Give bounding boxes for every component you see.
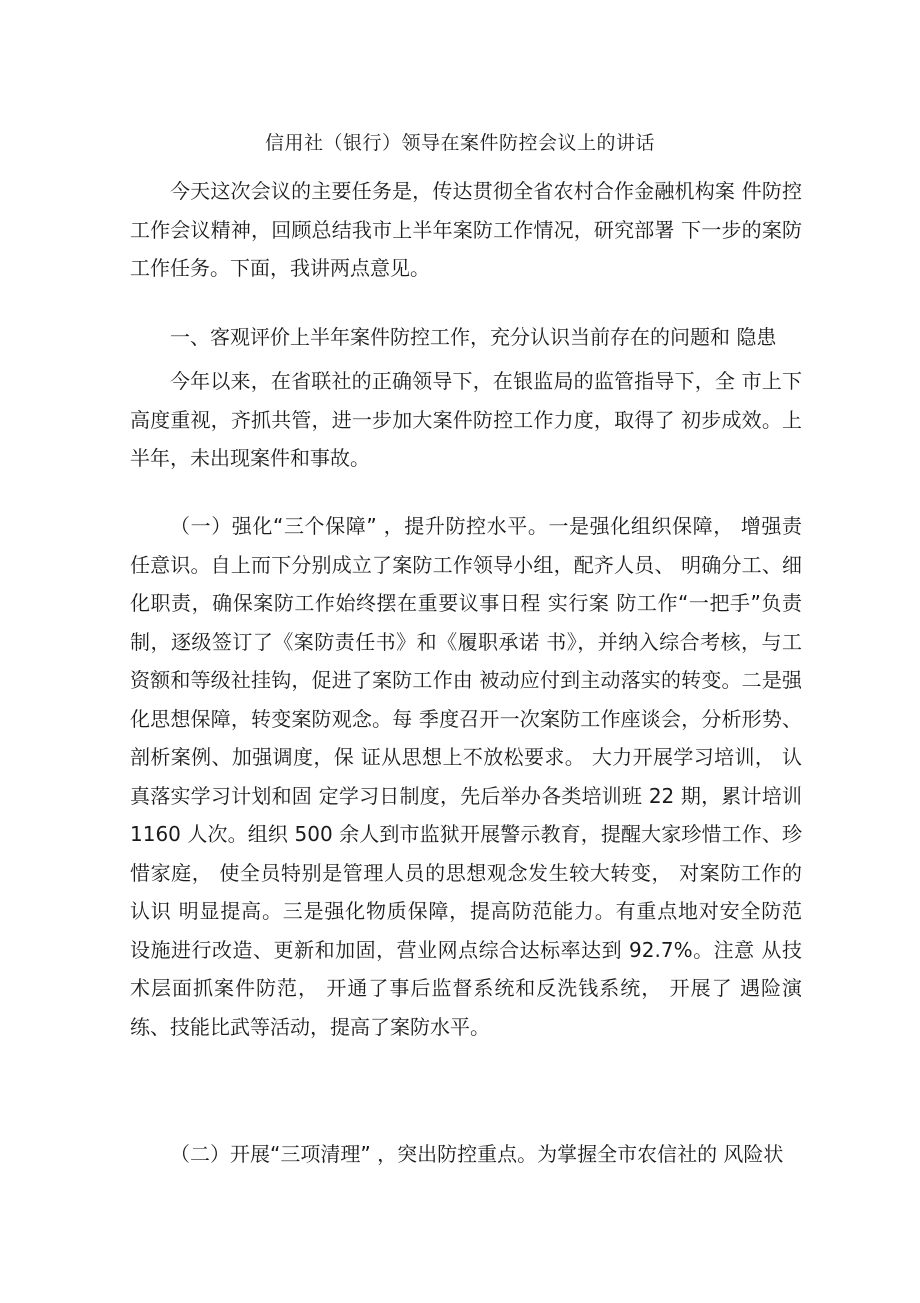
section-heading-one: 一、客观评价上半年案件防控工作，充分认识当前存在的问题和 隐患 xyxy=(170,325,777,349)
paragraph-three-cleanups: （二）开展“三项清理” ，突出防控重点。为掌握全市农信社的 风险状 xyxy=(170,1142,784,1166)
document-title: 信用社（银行）领导在案件防控会议上的讲话 xyxy=(264,132,655,154)
paragraph-intro: 今天这次会议的主要任务是，传达贯彻全省农村合作金融机构案 件防控工作会议精神，回顾总结我市上半年案防工作情况，研究部署 下一步的案防工作任务。下面，我讲两点意见。 xyxy=(130,179,802,280)
paragraph-overview: 今年以来，在省联社的正确领导下，在银监局的监管指导下，全 市上下高度重视，齐抓共管，进一步加大案件防控工作力度，取得了 初步成效。上半年，未出现案件和事故。 xyxy=(130,369,802,470)
paragraph-three-guarantees: （一）强化“三个保障” ，提升防控水平。一是强化组织保障， 增强责任意识。自上而下分别成立了案防工作领导小组，配齐人员、 明确分工、细化职责，确保案防工作始终摆在重要议事日程 实行案 防工作“一把手”负责制，逐级签订了《案防责任书》和《履职承诺 书》，并纳入综合考核，与工资额和等级社挂钩，促进了案防工作由 被动应付到主动落实的转变。二是强化思想保障，转变案防观念。每 季度召开一次案防工作座谈会，分析形势、剖析案例、加强调度，保 证从思想上不放松要求。 大力开展学习培训， 认真落实学习计划和固 定学习日制度，先后举办各类培训班 22 期，累计培训 1160 人次。组织 500 余人到市监狱开展警示教育，提醒大家珍惜工作、珍惜家庭， 使全员特别是管理人员的思想观念发生较大转变， 对案防工作的认识 明显提高。三是强化物质保障，提高防范能力。有重点地对安全防范 设施进行改造、更新和加固，营业网点综合达标率达到 92.7%。注意 从技术层面抓案件防范， 开通了事后监督系统和反洗钱系统， 开展了 遇险演练、技能比武等活动，提高了案防水平。 xyxy=(130,514,802,1039)
